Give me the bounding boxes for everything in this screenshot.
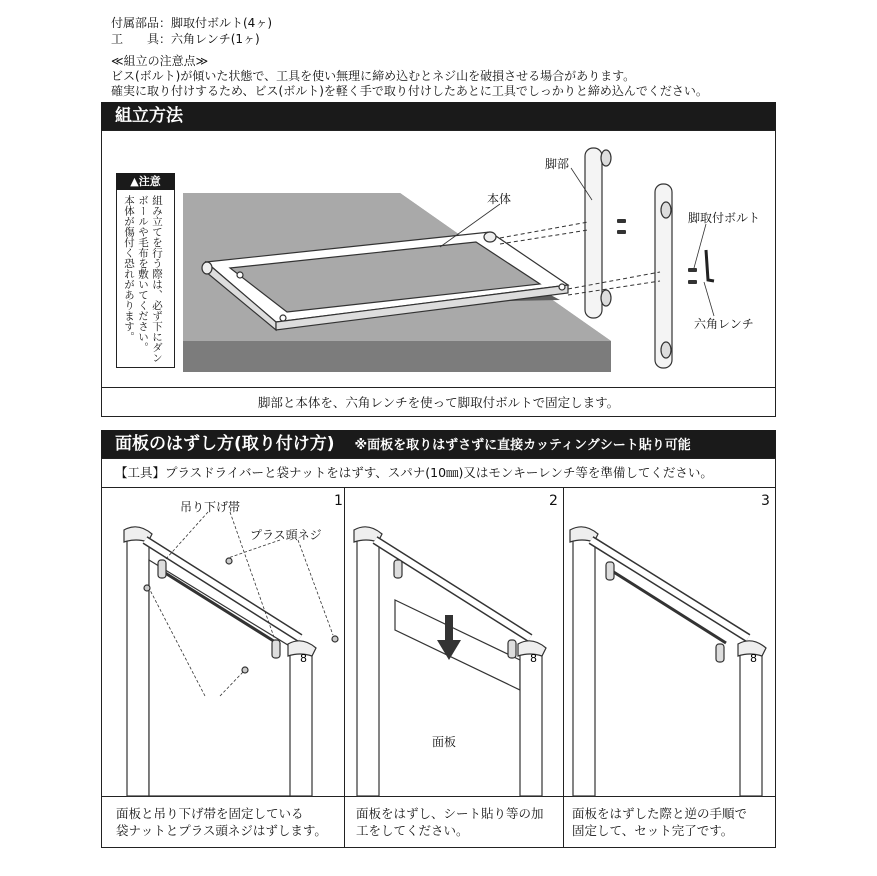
label-wrench: 六角レンチ — [694, 317, 754, 331]
step-2-number: 2 — [549, 493, 558, 509]
label-board: 面板 — [432, 735, 457, 749]
label-bolt: 脚取付ボルト — [688, 211, 761, 225]
step-1-caption: 面板と吊り下げ帯を固定している 袋ナットとプラス頭ネジはずします。 — [116, 806, 327, 838]
label-strap: 吊り下げ帯 — [180, 500, 241, 514]
note-line-2: 確実に取り付けするため、ビス(ボルト)を軽く手で取り付けしたあとに工具でしっかりと締め込んでください。 — [111, 84, 708, 98]
tools-line: 【工具】プラスドライバーと袋ナットをはずす、スパナ(10㎜)又はモンキーレンチ等を準備してください。 — [115, 465, 713, 480]
leg-mark-3: 8 — [750, 652, 757, 665]
step-1-number: 1 — [334, 493, 343, 509]
label-body: 本体 — [487, 192, 512, 206]
caution-title: 注意 — [138, 175, 161, 188]
warning-icon: ▲ — [130, 175, 139, 188]
assembly-caption: 脚部と本体を、六角レンチを使って脚取付ボルトで固定します。 — [257, 395, 620, 410]
step-3-drawing — [570, 527, 766, 796]
step-2-drawing — [354, 527, 546, 796]
leg-mark-2: 8 — [530, 652, 537, 665]
notes-title: ≪組立の注意点≫ — [111, 54, 209, 68]
panel-subtitle: ※面板を取りはずさずに直接カッティングシート貼り可能 — [354, 438, 691, 453]
note-line-1: ビス(ボルト)が傾いた状態で、工具を使い無理に締め込むとネジ山を破損させる場合があります。 — [111, 69, 636, 83]
leg-mark-1: 8 — [300, 652, 307, 665]
step-2-caption: 面板をはずし、シート貼り等の加 工をしてください。 — [356, 806, 544, 838]
accessory-label: 付属部品：脚取付ボルト(4ヶ) — [111, 16, 272, 30]
step-3-number: 3 — [761, 493, 770, 509]
panel-title: 面板のはずし方(取り付け方) — [115, 434, 335, 454]
step-3-caption: 面板をはずした際と逆の手順で 固定して、セット完了です。 — [572, 806, 748, 838]
assembly-title: 組立方法 — [115, 106, 183, 126]
label-leg: 脚部 — [545, 157, 570, 171]
caution-text: 組み立てを行う際は、必ず下にダン ボールや毛布を敷いてください。 本体が傷付く恐れがあります。 — [123, 195, 163, 363]
tool-label: 工 具：六角レンチ(1ヶ) — [111, 32, 260, 46]
label-screw: プラス頭ネジ — [250, 528, 322, 542]
